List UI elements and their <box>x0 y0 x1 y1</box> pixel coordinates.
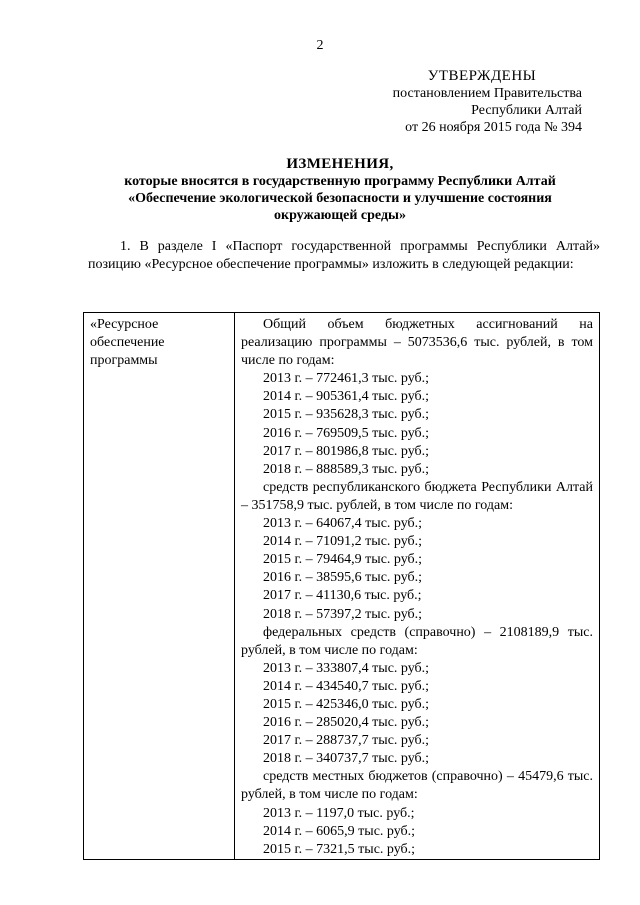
local-years-list <box>241 805 593 859</box>
year-line: 2013 г. – 772461,3 тыс. руб.; <box>263 371 430 387</box>
document-heading <box>80 156 600 224</box>
year-line: 2015 г. – 7321,5 тыс. руб.; <box>263 841 416 857</box>
year-line: 2018 г. – 888589,3 тыс. руб.; <box>263 461 430 477</box>
year-line: 2014 г. – 434540,7 тыс. руб.; <box>263 678 430 694</box>
approval-title: УТВЕРЖДЕНЫ <box>427 68 537 84</box>
local-text: средств местных бюджетов (справочно) – 45479,6 тыс. рублей, в том числе по годам: <box>241 769 593 803</box>
year-line: 2016 г. – 38595,6 тыс. руб.; <box>263 570 423 586</box>
heading-line-3: окружающей среды» <box>274 208 406 223</box>
year-line: 2013 г. – 333807,4 тыс. руб.; <box>263 660 430 676</box>
intro-paragraph: 1. В разделе I «Паспорт государственной программы Республики Алтай» позицию «Ресурсное обеспечение программы» изложить в следующей редакции: <box>88 239 600 272</box>
resource-label-cell: «Ресурсное обеспечение программы <box>84 313 235 860</box>
year-line: 2014 г. – 71091,2 тыс. руб.; <box>263 534 423 550</box>
federal-text: федеральных средств (справочно) – 2108189,9 тыс. рублей, в том числе по годам: <box>241 624 593 658</box>
republic-years-list <box>241 515 593 624</box>
page-number: 2 <box>316 38 324 53</box>
year-line: 2015 г. – 425346,0 тыс. руб.; <box>263 696 430 712</box>
republic-text: средств республиканского бюджета Республики Алтай – 351758,9 тыс. рублей, в том числе по годам: <box>241 479 593 513</box>
year-line: 2014 г. – 6065,9 тыс. руб.; <box>263 823 416 839</box>
approval-line-1: постановлением Правительства <box>392 86 582 101</box>
year-line: 2013 г. – 1197,0 тыс. руб.; <box>263 805 415 821</box>
resource-content-cell <box>235 313 600 860</box>
heading-line-1: которые вносятся в государственную программу Республики Алтай <box>124 174 556 189</box>
year-line: 2016 г. – 769509,5 тыс. руб.; <box>263 425 430 441</box>
table-row <box>84 313 600 860</box>
year-line: 2015 г. – 79464,9 тыс. руб.; <box>263 552 423 568</box>
heading-line-2: «Обеспечение экологической безопасности и улучшение состояния <box>128 191 552 206</box>
resource-table <box>83 312 600 860</box>
year-line: 2014 г. – 905361,4 тыс. руб.; <box>263 389 430 405</box>
year-line: 2016 г. – 285020,4 тыс. руб.; <box>263 715 430 731</box>
year-line: 2013 г. – 64067,4 тыс. руб.; <box>263 516 423 532</box>
federal-years-list <box>241 660 593 769</box>
approval-line-3: от 26 ноября 2015 года № 394 <box>405 120 582 135</box>
total-text: Общий объем бюджетных ассигнований на реализацию программы – 5073536,6 тыс. рублей, в том числе по годам: <box>241 317 593 369</box>
approval-block <box>342 68 582 136</box>
total-years-list <box>241 370 593 479</box>
year-line: 2018 г. – 340737,7 тыс. руб.; <box>263 751 430 767</box>
year-line: 2017 г. – 41130,6 тыс. руб.; <box>263 588 422 604</box>
year-line: 2017 г. – 288737,7 тыс. руб.; <box>263 733 430 749</box>
heading-title: ИЗМЕНЕНИЯ, <box>286 156 394 172</box>
year-line: 2015 г. – 935628,3 тыс. руб.; <box>263 407 430 423</box>
approval-line-2: Республики Алтай <box>471 103 582 118</box>
year-line: 2017 г. – 801986,8 тыс. руб.; <box>263 443 430 459</box>
year-line: 2018 г. – 57397,2 тыс. руб.; <box>263 606 423 622</box>
